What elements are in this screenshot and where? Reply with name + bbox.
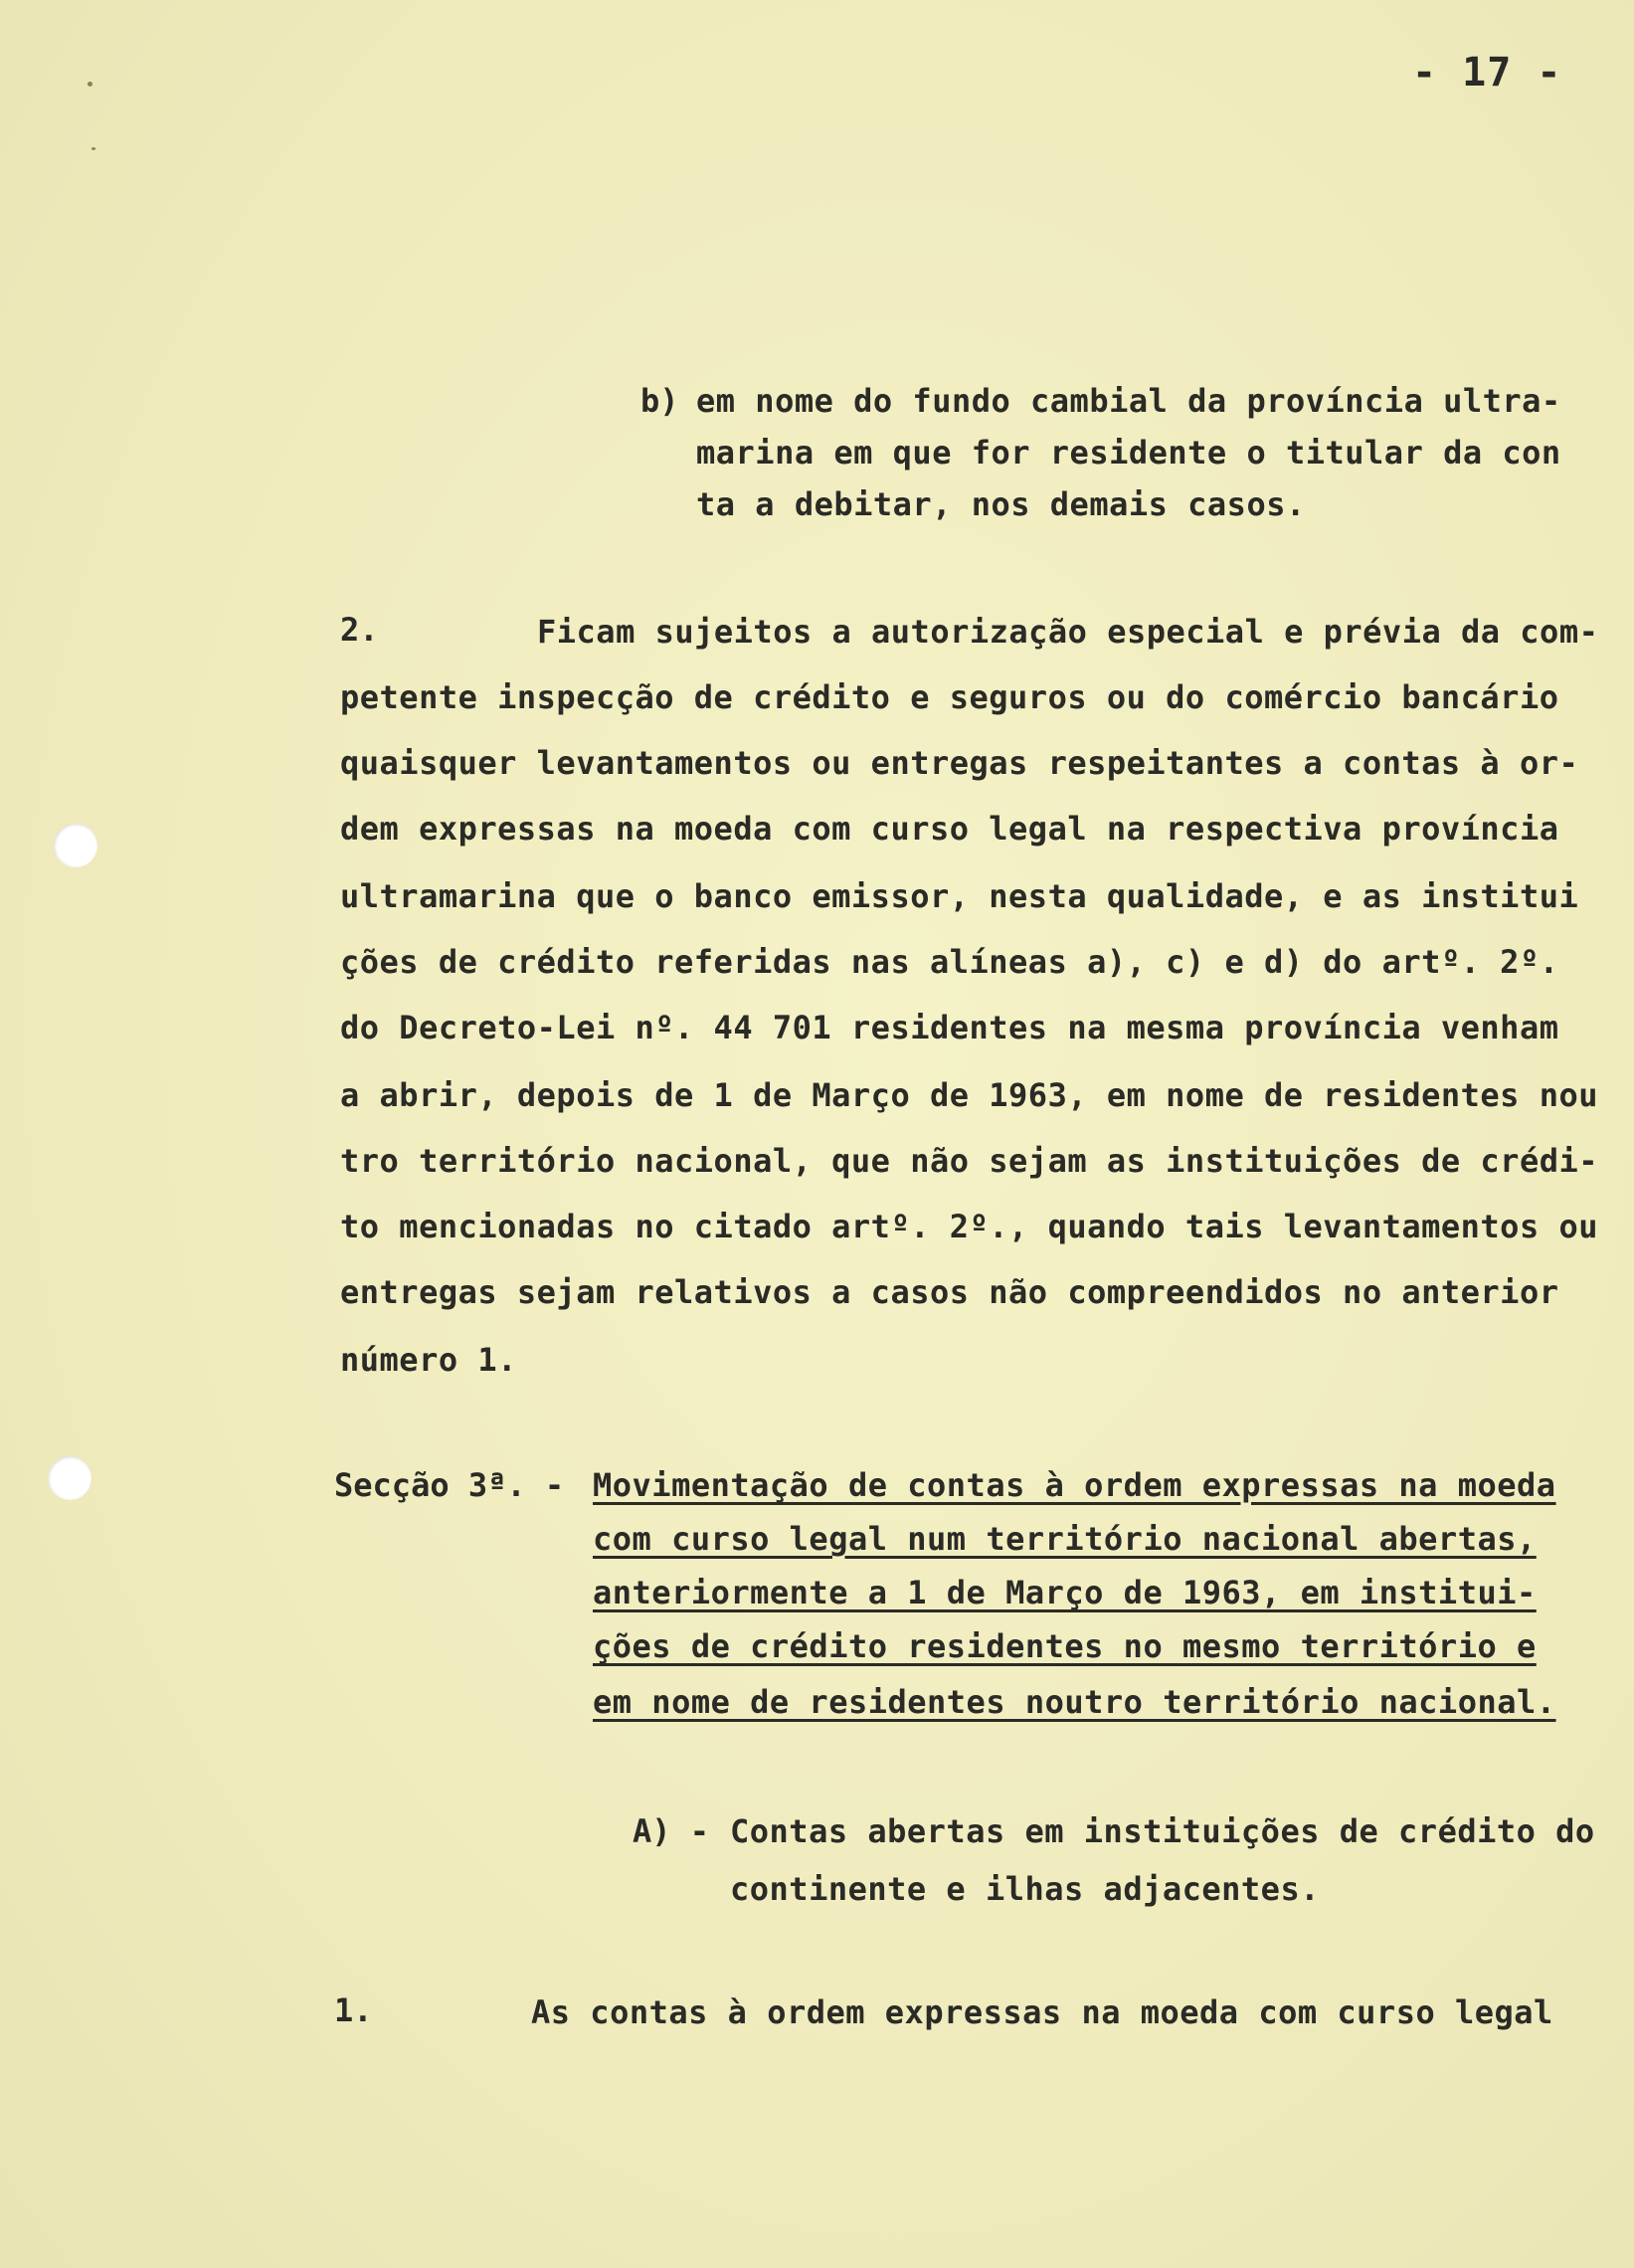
section-label: Secção 3ª. - <box>334 1466 565 1504</box>
section-title-line-5: em nome de residentes noutro território nacional. <box>593 1683 1556 1721</box>
paragraph-2-line-9: tro território nacional, que não sejam as instituições de crédi- <box>340 1142 1598 1180</box>
paragraph-1-number: 1. <box>334 1991 373 2029</box>
punch-hole-lower <box>48 1456 91 1500</box>
paragraph-2-line-5: ultramarina que o banco emissor, nesta qualidade, e as institui <box>340 877 1579 915</box>
subsection-a-line-1: Contas abertas em instituições de crédito do <box>730 1812 1595 1850</box>
item-b-line-2: marina em que for residente o titular da con <box>696 434 1561 472</box>
paragraph-2-line-6: ções de crédito referidas nas alíneas a), c) e d) do artº. 2º. <box>340 943 1559 981</box>
item-b-marker: b) <box>640 382 679 420</box>
section-title-line-3: anteriormente a 1 de Março de 1963, em institui- <box>593 1574 1537 1611</box>
subsection-a-marker: A) - <box>633 1812 710 1850</box>
page-number: - 17 - <box>1412 50 1562 95</box>
paragraph-2-line-3: quaisquer levantamentos ou entregas respeitantes a contas à or- <box>340 744 1579 782</box>
section-title-line-4: ções de crédito residentes no mesmo território e <box>593 1627 1537 1665</box>
item-b-line-1: em nome do fundo cambial da província ultra- <box>696 382 1561 420</box>
paragraph-2-line-7: do Decreto-Lei nº. 44 701 residentes na mesma província venham <box>340 1009 1559 1046</box>
paragraph-2-line-2: petente inspecção de crédito e seguros ou do comércio bancário <box>340 678 1559 716</box>
paragraph-2-line-12: número 1. <box>340 1341 517 1379</box>
item-b-line-3: ta a debitar, nos demais casos. <box>696 485 1306 523</box>
paragraph-2-line-10: to mencionadas no citado artº. 2º., quando tais levantamentos ou <box>340 1208 1598 1245</box>
punch-hole-upper <box>54 824 97 867</box>
section-title-line-1: Movimentação de contas à ordem expressas na moeda <box>593 1466 1556 1504</box>
paragraph-2-number: 2. <box>340 611 379 649</box>
paper-speck <box>88 82 92 87</box>
paper-speck <box>91 147 95 150</box>
paragraph-2-line-4: dem expressas na moeda com curso legal na respectiva província <box>340 810 1559 848</box>
paragraph-2-line-11: entregas sejam relativos a casos não compreendidos no anterior <box>340 1273 1559 1311</box>
paragraph-2-line-1: Ficam sujeitos a autorização especial e prévia da com- <box>537 613 1599 651</box>
paragraph-2-line-8: a abrir, depois de 1 de Março de 1963, em nome de residentes nou <box>340 1076 1598 1114</box>
section-title-line-2: com curso legal num território nacional abertas, <box>593 1520 1537 1558</box>
subsection-a-line-2: continente e ilhas adjacentes. <box>730 1870 1320 1908</box>
paragraph-1-line-1: As contas à ordem expressas na moeda com curso legal <box>531 1993 1553 2031</box>
